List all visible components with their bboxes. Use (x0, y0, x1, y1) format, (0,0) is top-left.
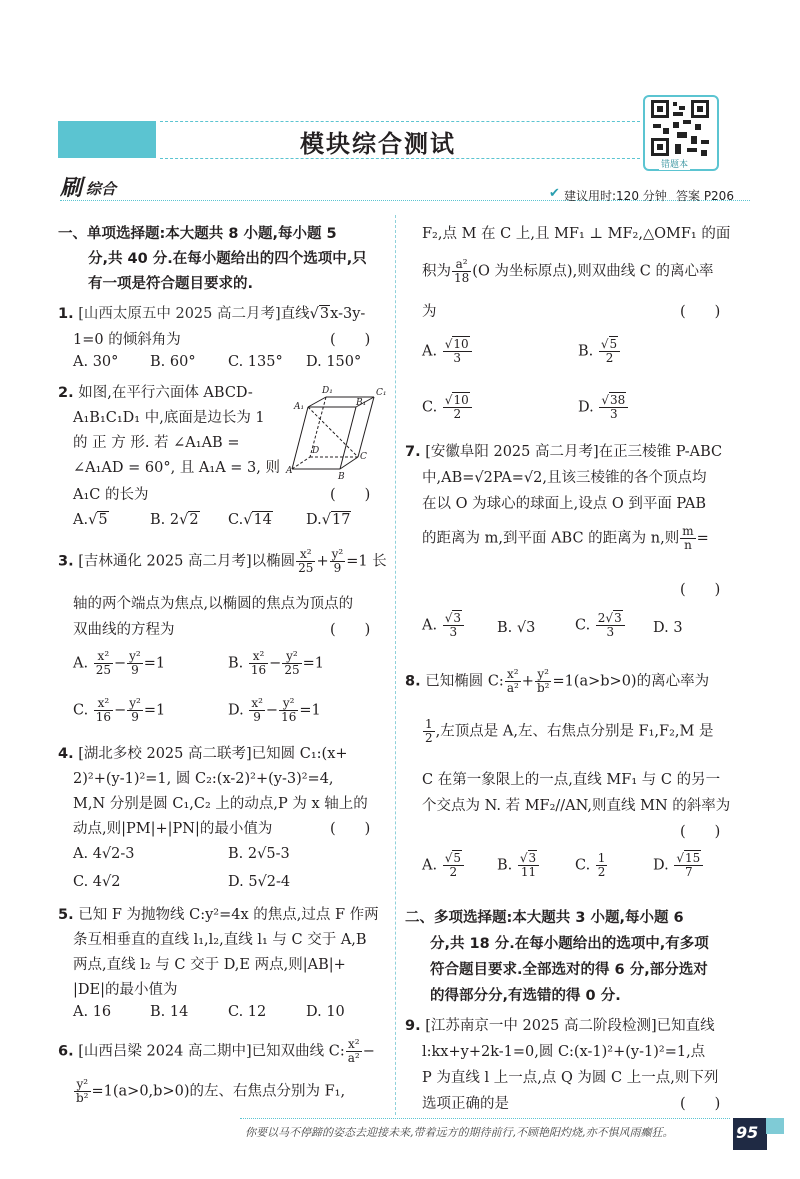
q3-option-a[interactable]: A. $\frac{\text{x²}}{25}$ − $\frac{\text{y²}}{9}$ =1 (73, 649, 166, 677)
q2-line4: ∠A₁AD = 60°, 且 A₁A = 3, 则 (73, 460, 280, 476)
q4-line2: 2)²+(y-1)²=1, 圆 C₂:(x-2)²+(y-3)²=4, (73, 771, 334, 787)
q6-line5: 为 (422, 304, 437, 320)
q7-option-a[interactable]: A. $\frac{√3}{3}$ (422, 612, 465, 639)
q5-option-b[interactable]: B. 14 (150, 1004, 189, 1020)
q4-option-c[interactable]: C. 4√2 (73, 874, 121, 890)
q9-line4: 选项正确的是 (422, 1096, 509, 1112)
parallelepiped-figure (288, 381, 388, 481)
q8-line1: 8. 已知椭圆 C: $\frac{\text{x²}}{\text{a²}}$ + $\frac{\text{y²}}{\text{b²}}$ =1(a>b>0)的离心率为 (405, 667, 710, 695)
answer-label: 答案 P206 (676, 189, 734, 203)
q5-option-c[interactable]: C. 12 (228, 1004, 267, 1020)
label-a1: A₁ (294, 402, 305, 412)
q6-bracket[interactable]: ( ) (680, 304, 721, 320)
q1-text-a: 直线 (280, 306, 310, 322)
q2-number: 2. (58, 385, 74, 401)
q6-option-b[interactable]: B. $\frac{√5}{2}$ (578, 338, 621, 365)
q4-source: [湖北多校 2025 高二联考] (78, 746, 252, 762)
q9-line2: l:kx+y+2k-1=0,圆 C:(x-1)²+(y-1)²=1,点 (422, 1044, 706, 1060)
q6-option-a[interactable]: A. $\frac{√10}{3}$ (422, 338, 473, 365)
q7-line4: 的距离为 m,到平面 ABC 的距离为 n,则 $\frac{m}{n}$ = (422, 524, 709, 552)
q2-line3: 的 正 方 形. 若 ∠A₁AB = (73, 435, 240, 451)
q2-option-c[interactable]: C.√14 (228, 512, 272, 528)
section-label-char: 刷 (60, 176, 83, 201)
q2-line5: A₁C 的长为 (73, 487, 149, 503)
q7-option-d[interactable]: D. 3 (653, 620, 683, 636)
q3-bracket[interactable]: ( ) (330, 622, 371, 638)
check-icon: ✔ (549, 186, 560, 201)
part1-heading-line1: 一、单项选择题:本大题共 8 小题,每小题 5 (58, 226, 337, 242)
footer-motto: 你要以马不停蹄的姿态去迎接未来,带着远方的期待前行,不顾艳阳灼烧,亦不惧风雨癫狂。 (245, 1126, 674, 1139)
q8-option-b[interactable]: B. $\frac{√3}{11}$ (497, 852, 540, 879)
label-c1: C₁ (376, 388, 387, 398)
title-bar-accent (58, 121, 156, 158)
q6-source: [山西吕梁 2024 高二期中] (78, 1043, 252, 1060)
q2-option-a[interactable]: A.√5 (73, 512, 108, 528)
q1-source: [山西太原五中 2025 高二月考] (78, 306, 281, 322)
q9-line1: 9. [江苏南京一中 2025 高二阶段检测]已知直线 (405, 1018, 715, 1034)
q8-option-c[interactable]: C. $\frac{1}{2}$ (575, 851, 606, 879)
time-label: 建议用时:120 分钟 (564, 189, 667, 203)
q7-line3: 在以 O 为球心的球面上,设点 O 到平面 PAB (422, 496, 706, 512)
q6-option-d[interactable]: D. $\frac{√38}{3}$ (578, 394, 629, 421)
q3-number: 3. (58, 553, 74, 570)
q7-source: [安徽阜阳 2025 高二月考] (425, 444, 599, 460)
q2-text-1: 如图,在平行六面体 ABCD- (78, 385, 253, 401)
q3-line1: 3. [吉林通化 2025 高二月考]以椭圆 $\frac{\text{x²}}{25}$ + $\frac{\text{y²}}{9}$ =1 长 (58, 547, 387, 575)
qr-code[interactable] (643, 95, 719, 171)
q5-line1: 5. 已知 F 为抛物线 C:y²=4x 的焦点,过点 F 作两 (58, 907, 379, 923)
section-label-text: 综合 (86, 180, 117, 198)
q4-bracket[interactable]: ( ) (330, 821, 371, 837)
q6-line4: 积为 $\frac{\text{a²}}{18}$ (O 为坐标原点),则双曲线 C 的离心率 (422, 257, 714, 285)
title-bar-line-top (160, 121, 640, 122)
q4-line1: 4. [湖北多校 2025 高二联考]已知圆 C₁:(x+ (58, 746, 348, 762)
q7-bracket[interactable]: ( ) (680, 582, 721, 598)
q7-line2: 中,AB=√2PA=√2,且该三棱锥的各个顶点均 (422, 470, 707, 486)
q8-option-d[interactable]: D. $\frac{√15}{7}$ (653, 852, 704, 879)
q3-line2: 轴的两个端点为焦点,以椭圆的焦点为顶点的 (73, 596, 354, 612)
label-b: B (338, 472, 345, 482)
q2-line2: A₁B₁C₁D₁ 中,底面是边长为 1 (73, 410, 265, 426)
q8-line3: C 在第一象限上的一点,直线 MF₁ 与 C 的另一 (422, 772, 721, 788)
q7-option-c[interactable]: C. $\frac{2√3}{3}$ (575, 612, 626, 639)
q6-line2: $\frac{\text{y²}}{\text{b²}}$ =1(a>0,b>0)的左、右焦点分别为 F₁, (76, 1077, 346, 1105)
q5-option-a[interactable]: A. 16 (73, 1004, 112, 1020)
part2-heading-line3: 符合题目要求.全部选对的得 6 分,部分选对 (430, 962, 708, 978)
q1-option-c[interactable]: C. 135° (228, 354, 283, 370)
q1-text-b: x-3y- (330, 306, 366, 322)
q9-source: [江苏南京一中 2025 高二阶段检测] (425, 1018, 657, 1034)
page-number-accent (766, 1118, 784, 1134)
q9-line3: P 为直线 l 上一点,点 Q 为圆 C 上一点,则下列 (422, 1070, 719, 1086)
q5-line2: 条互相垂直的直线 l₁,l₂,直线 l₁ 与 C 交于 A,B (73, 932, 367, 948)
label-a: A (286, 466, 293, 476)
part2-heading-line4: 的得部分分,有选错的得 0 分. (430, 988, 621, 1004)
q2-bracket[interactable]: ( ) (330, 487, 371, 503)
q5-line4: |DE|的最小值为 (73, 982, 178, 998)
q4-option-d[interactable]: D. 5√2-4 (228, 874, 291, 890)
q9-bracket[interactable]: ( ) (680, 1096, 721, 1112)
q8-bracket[interactable]: ( ) (680, 824, 721, 840)
q3-option-b[interactable]: B. $\frac{\text{x²}}{16}$ − $\frac{\text{y²}}{25}$ =1 (228, 649, 324, 677)
part1-heading-line3: 有一项是符合题目要求的. (88, 276, 254, 292)
q7-line1: 7. [安徽阜阳 2025 高二月考]在正三棱锥 P-ABC (405, 444, 723, 460)
q3-option-c[interactable]: C. $\frac{\text{x²}}{16}$ − $\frac{\text{y²}}{9}$ =1 (73, 696, 166, 724)
footer-rule (240, 1118, 730, 1119)
qr-pattern-icon (651, 100, 711, 158)
q1-option-a[interactable]: A. 30° (73, 354, 119, 370)
q6-option-c[interactable]: C. $\frac{√10}{2}$ (422, 394, 473, 421)
q2-option-b[interactable]: B. 2√2 (150, 512, 199, 528)
label-d1: D₁ (322, 386, 333, 396)
q2-option-d[interactable]: D.√17 (306, 512, 351, 528)
q4-line3: M,N 分别是圆 C₁,C₂ 上的动点,P 为 x 轴上的 (73, 796, 368, 812)
label-c: C (360, 452, 367, 462)
label-d: D (312, 446, 320, 456)
q8-line2: $\frac{1}{2}$ ,左顶点是 A,左、右焦点分别是 F₁,F₂,M 是 (425, 717, 714, 745)
label-b1: B₁ (356, 398, 367, 408)
column-divider (395, 215, 396, 1115)
q1-bracket[interactable]: ( ) (330, 332, 371, 348)
q3-option-d[interactable]: D. $\frac{\text{x²}}{9}$ − $\frac{\text{y²}}{16}$ =1 (228, 696, 321, 724)
q4-option-a[interactable]: A. 4√2-3 (73, 846, 135, 862)
q2-line1 (58, 381, 253, 402)
q1-number: 1. (58, 306, 74, 322)
part2-heading-line2: 分,共 18 分.在每小题给出的选项中,有多项 (430, 936, 709, 952)
qr-label: 错题本 (659, 157, 690, 170)
q8-option-a[interactable]: A. $\frac{√5}{2}$ (422, 852, 465, 879)
q5-option-d[interactable]: D. 10 (306, 1004, 345, 1020)
q1-line1: 1. [山西太原五中 2025 高二月考]直线√3x-3y- (58, 306, 366, 322)
q5-line3: 两点,直线 l₂ 与 C 交于 D,E 两点,则|AB|+ (73, 957, 346, 973)
q6-line3: F₂,点 M 在 C 上,且 MF₁ ⊥ MF₂,△OMF₁ 的面 (422, 226, 731, 242)
page-number: 95 (736, 1123, 759, 1142)
q1-line2: 1=0 的倾斜角为 (73, 332, 181, 348)
q6-line1: 6. [山西吕梁 2024 高二期中]已知双曲线 C: $\frac{\text{x²}}{\text{a²}}$ − (58, 1037, 375, 1065)
q3-source: [吉林通化 2025 高二月考] (78, 553, 252, 570)
q1-option-b[interactable]: B. 60° (150, 354, 196, 370)
q8-line4: 个交点为 N. 若 MF₂//AN,则直线 MN 的斜率为 (422, 798, 731, 814)
q4-line4: 动点,则|PM|+|PN|的最小值为 (73, 821, 273, 837)
part2-heading-line1: 二、多项选择题:本大题共 3 小题,每小题 6 (405, 910, 684, 926)
part1-heading-line2: 分,共 40 分.在每小题给出的四个选项中,只 (88, 251, 367, 267)
q7-option-b[interactable]: B. √3 (497, 620, 536, 636)
q1-option-d[interactable]: D. 150° (306, 354, 362, 370)
q4-option-b[interactable]: B. 2√5-3 (228, 846, 290, 862)
page-title: 模块综合测试 (300, 130, 456, 158)
q3-line3: 双曲线的方程为 (73, 622, 175, 638)
